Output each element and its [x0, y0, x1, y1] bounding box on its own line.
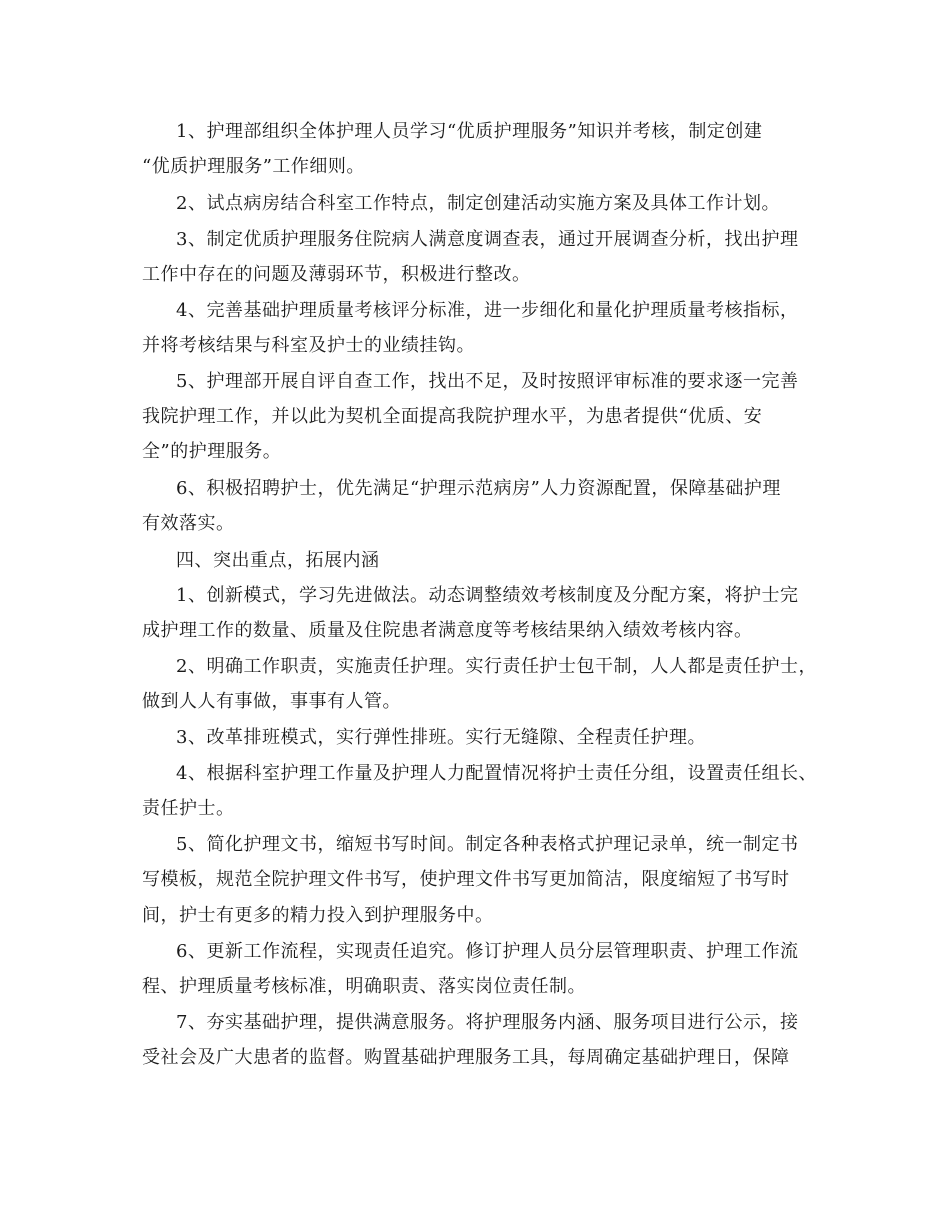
text-line: 4、根据科室护理工作量及护理人力配置情况将护士责任分组，设置责任组长、: [176, 763, 817, 784]
text-line: 1、创新模式，学习先进做法。动态调整绩效考核制度及分配方案，将护士完: [176, 585, 799, 606]
text-line: 6、更新工作流程，实现责任追究。修订护理人员分层管理职责、护理工作流: [176, 941, 799, 962]
text-line: 5、简化护理文书，缩短书写时间。制定各种表格式护理记录单，统一制定书: [176, 834, 799, 855]
text-line: “优质护理服务”工作细则。: [142, 156, 365, 177]
text-line: 程、护理质量考核标准，明确职责、落实岗位责任制。: [142, 976, 586, 997]
text-line: 有效落实。: [142, 513, 235, 534]
text-line: 责任护士。: [142, 798, 235, 819]
text-line: 全”的护理服务。: [142, 441, 282, 462]
text-line: 4、完善基础护理质量考核评分标准，进一步细化和量化护理质量考核指标，: [176, 300, 799, 321]
text-line: 3、改革排班模式，实行弹性排班。实行无缝隙、全程责任护理。: [176, 727, 706, 748]
text-line: 6、积极招聘护士，优先满足“护理示范病房”人力资源配置，保障基础护理: [176, 478, 781, 499]
text-line: 做到人人有事做，事事有人管。: [142, 691, 401, 712]
text-line: 成护理工作的数量、质量及住院患者满意度等考核结果纳入绩效考核内容。: [142, 620, 753, 641]
text-line: 7、夯实基础护理，提供满意服务。将护理服务内涵、服务项目进行公示，接: [176, 1012, 799, 1033]
text-line: 间，护士有更多的精力投入到护理服务中。: [142, 905, 494, 926]
text-line: 1、护理部组织全体护理人员学习“优质护理服务”知识并考核，制定创建: [176, 121, 763, 142]
text-line: 写模板，规范全院护理文件书写，使护理文件书写更加简洁，限度缩短了书写时: [142, 869, 790, 890]
text-line: 受社会及广大患者的监督。购置基础护理服务工具，每周确定基础护理日，保障: [142, 1047, 790, 1068]
text-line: 2、试点病房结合科室工作特点，制定创建活动实施方案及具体工作计划。: [176, 193, 780, 214]
text-line: 工作中存在的问题及薄弱环节，积极进行整改。: [142, 264, 531, 285]
text-line: 我院护理工作，并以此为契机全面提高我院护理水平，为患者提供“优质、安: [142, 406, 763, 427]
text-line: 2、明确工作职责，实施责任护理。实行责任护士包干制，人人都是责任护士，: [176, 656, 817, 677]
text-line: 3、制定优质护理服务住院病人满意度调查表，通过开展调查分析，找出护理: [176, 229, 799, 250]
text-line: 5、护理部开展自评自查工作，找出不足，及时按照评审标准的要求逐一完善: [176, 371, 799, 392]
text-line: 并将考核结果与科室及护士的业绩挂钩。: [142, 335, 475, 356]
section-heading: 四、突出重点，拓展内涵: [176, 550, 380, 571]
